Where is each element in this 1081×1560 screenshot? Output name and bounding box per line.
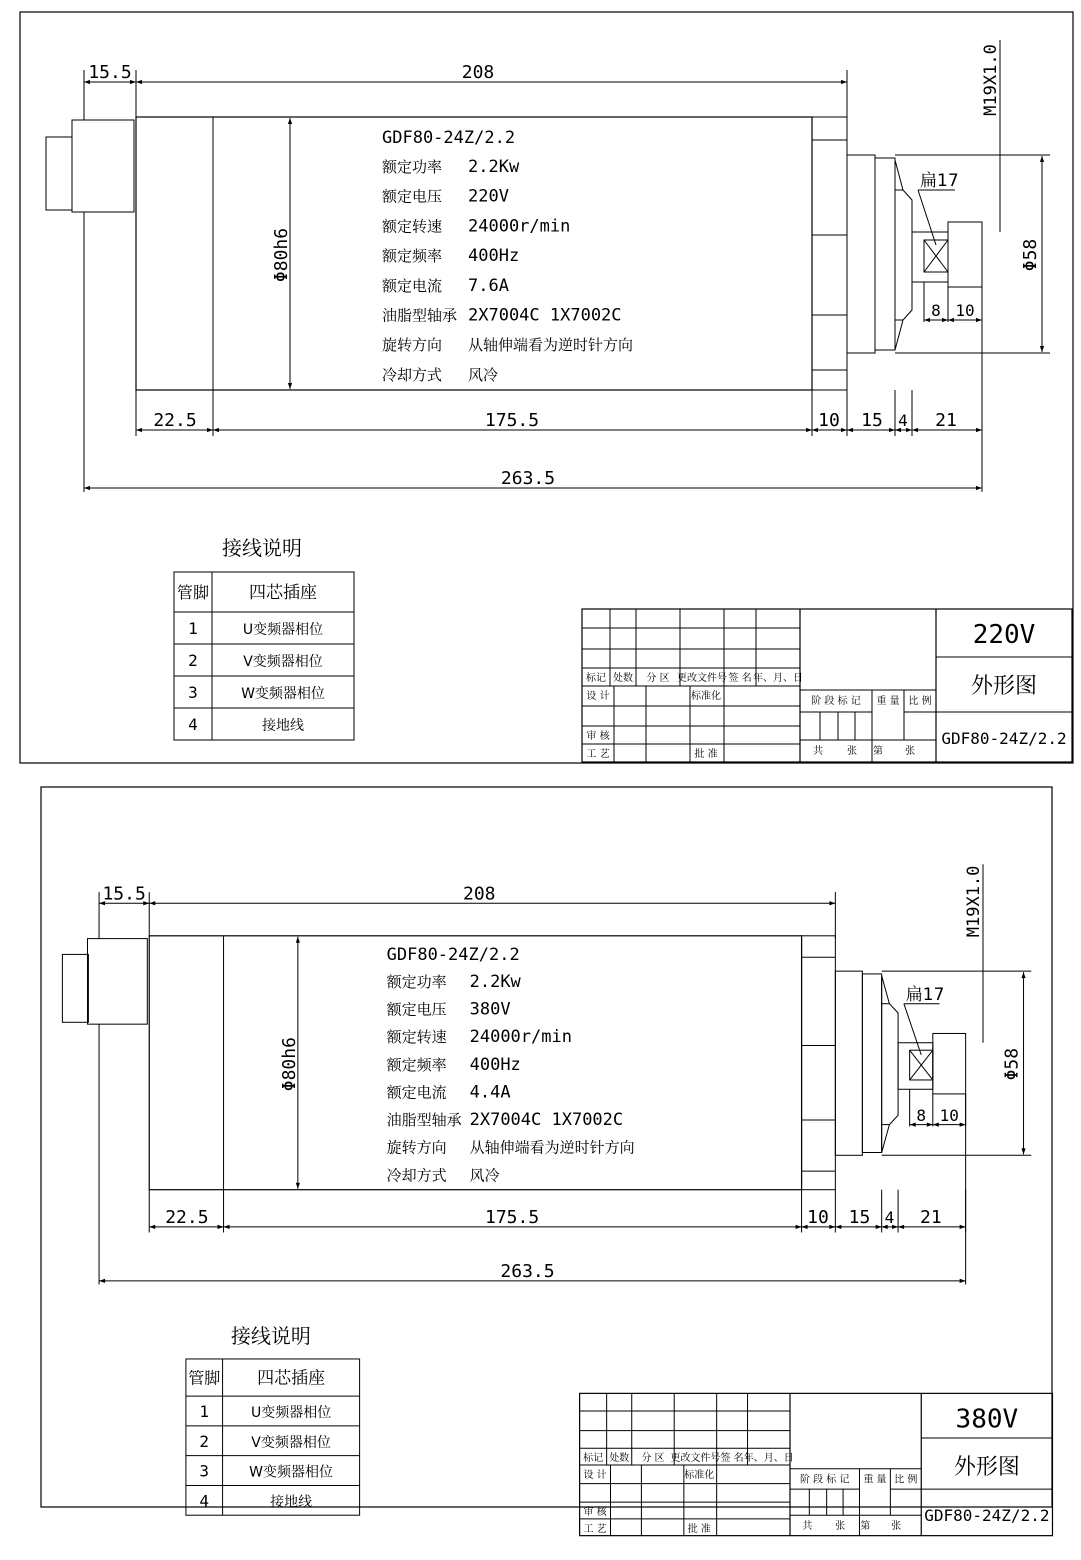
shaft-thread: [933, 1033, 966, 1093]
dim-label-10: 10: [818, 410, 840, 431]
voltage-title: 380V: [955, 1404, 1019, 1435]
dim-label-flat: 扁17: [905, 984, 945, 1005]
spec-label: 额定电流: [386, 1083, 447, 1102]
title-sheets-word: 张: [835, 1521, 846, 1533]
title-page-word: 第: [860, 1521, 871, 1533]
spec-label: 额定转速: [386, 1028, 447, 1047]
dim-label-4: 4: [898, 411, 908, 430]
wiring-pin: 1: [199, 1402, 210, 1422]
spec-label: 旋转方向: [386, 1138, 447, 1157]
wiring-desc: W变频器相位: [241, 686, 325, 702]
wiring-title: 接线说明: [230, 1324, 311, 1349]
dim-label-8: 8: [931, 301, 941, 320]
rear-connector-cap: [46, 137, 72, 210]
dim-label-10: 10: [807, 1207, 829, 1229]
wiring-pin: 2: [199, 1431, 210, 1451]
drawing-code: GDF80-24Z/2.2: [924, 1506, 1050, 1526]
spec-value: 2X7004C 1X7002C: [469, 1110, 624, 1131]
dim-label-21: 21: [920, 1207, 942, 1229]
wiring-pin: 3: [199, 1461, 210, 1481]
spec-label: 额定电流: [382, 276, 443, 295]
title-col-label: 标记: [586, 673, 606, 684]
title-standard: 标准化: [691, 691, 721, 702]
flange-step: [862, 974, 881, 1153]
wiring-table: [186, 1324, 360, 1515]
spec-label: 额定功率: [382, 158, 443, 176]
title-process: 工 艺: [586, 749, 610, 760]
spec-label: 额定功率: [386, 972, 447, 991]
wiring-pin: 1: [188, 619, 198, 638]
spec-value: 从轴伸端看为逆时针方向: [468, 336, 634, 355]
title-sheets-word: 张: [847, 746, 857, 757]
front-cap: [802, 936, 836, 1190]
dim-label-diameter-58: Φ58: [1020, 238, 1041, 272]
wiring-desc: 接地线: [262, 718, 304, 734]
title-review: 审 核: [586, 731, 610, 742]
dim-label-15-5: 15.5: [88, 62, 132, 83]
dim-label-10-shaft: 10: [955, 301, 975, 320]
title-weight: 重 量: [863, 1474, 887, 1486]
title-design: 设 计: [583, 1469, 607, 1481]
spec-label: 油脂型轴承: [386, 1111, 462, 1130]
dim-label-diameter-58: Φ58: [1001, 1047, 1023, 1081]
wiring-pin: 3: [188, 683, 198, 702]
dim-label-diameter-80: Φ80h6: [278, 1037, 300, 1092]
voltage-title: 220V: [972, 620, 1036, 650]
spec-value: 风冷: [468, 365, 499, 384]
wiring-header-socket: 四芯插座: [257, 1368, 326, 1389]
drawing-sheet-1: [20, 12, 1073, 763]
wiring-pin: 2: [188, 651, 198, 670]
drawing-name: 外形图: [970, 674, 1038, 699]
title-col-label: 更改文件号: [670, 1453, 721, 1465]
front-cap: [812, 117, 847, 390]
spec-value: 7.6A: [468, 275, 509, 296]
spindle-taper: [882, 976, 898, 1153]
flange: [847, 155, 875, 353]
title-col-label: 分 区: [646, 673, 670, 684]
title-stage: 阶 段 标 记: [799, 1474, 850, 1486]
dim-label-263-5: 263.5: [500, 468, 556, 489]
dim-label-diameter-80: Φ80h6: [271, 227, 292, 283]
wiring-desc: U变频器相位: [242, 622, 324, 638]
wiring-title: 接线说明: [222, 536, 302, 560]
drawing-code: GDF80-24Z/2.2: [941, 729, 1067, 748]
title-weight: 重 量: [876, 696, 900, 707]
dim-label-15: 15: [861, 410, 883, 431]
dim-label-208: 208: [463, 883, 496, 905]
dim-label-flat: 扁17: [920, 171, 959, 191]
title-process: 工 艺: [583, 1523, 607, 1535]
title-total: 共: [802, 1521, 813, 1533]
spec-label: 冷却方式: [382, 365, 443, 384]
spec-label: 额定转速: [382, 217, 443, 236]
spec-label: 旋转方向: [382, 336, 443, 355]
flange-step: [875, 158, 895, 350]
rear-connector-cap: [62, 954, 88, 1022]
wiring-desc: V变频器相位: [243, 654, 323, 670]
dim-label-15-5: 15.5: [102, 883, 146, 905]
title-col-label: 标记: [583, 1453, 604, 1465]
wiring-pin: 4: [199, 1491, 210, 1511]
spec-value: 24000r/min: [469, 1027, 572, 1048]
spec-label: 冷却方式: [386, 1166, 447, 1185]
title-scale: 比 例: [908, 696, 932, 707]
spec-label: 额定频率: [386, 1055, 447, 1074]
drawing-name: 外形图: [953, 1455, 1020, 1481]
rear-connector-sleeve: [87, 939, 147, 1025]
spec-model: GDF80-24Z/2.2: [382, 128, 516, 148]
spec-label: 油脂型轴承: [382, 306, 458, 325]
dim-label-22-5: 22.5: [153, 410, 197, 431]
title-col-label: 分 区: [641, 1453, 665, 1465]
title-approve: 批 准: [687, 1523, 711, 1535]
title-col-label: 签 名: [728, 673, 752, 684]
dim-label-175-5: 175.5: [484, 410, 540, 431]
spec-plate: [387, 945, 635, 1184]
title-stage: 阶 段 标 记: [811, 696, 861, 707]
spec-value: 24000r/min: [468, 216, 571, 237]
title-total: 共: [813, 746, 823, 757]
spindle-taper: [895, 160, 912, 350]
wiring-desc: W变频器相位: [249, 1464, 334, 1481]
dim-label-15: 15: [848, 1207, 871, 1229]
title-design: 设 计: [586, 691, 610, 702]
spec-value: 220V: [468, 186, 509, 207]
shaft-thread: [948, 222, 982, 287]
spec-value: 400Hz: [469, 1054, 521, 1075]
spec-value: 380V: [469, 999, 511, 1020]
dim-label-4: 4: [884, 1208, 895, 1228]
spec-value: 风冷: [469, 1166, 500, 1185]
title-sheets-word: 张: [905, 746, 915, 757]
spec-label: 额定电压: [386, 1000, 447, 1019]
wiring-header-pin: 管脚: [176, 583, 210, 602]
spec-value: 2X7004C 1X7002C: [468, 305, 622, 326]
title-review: 审 核: [583, 1507, 607, 1519]
title-col-label: 更改文件号: [677, 673, 727, 684]
wiring-header-socket: 四芯插座: [249, 583, 317, 603]
title-standard: 标准化: [684, 1469, 715, 1481]
dim-label-21: 21: [935, 410, 957, 431]
dim-label-8: 8: [916, 1105, 927, 1125]
title-sheets-word: 张: [891, 1521, 902, 1533]
spec-value: 4.4A: [469, 1082, 511, 1103]
dim-label-22-5: 22.5: [165, 1207, 209, 1229]
dim-label-thread: M19X1.0: [964, 865, 985, 938]
title-block: [580, 1393, 1053, 1535]
rear-connector-sleeve: [72, 120, 134, 212]
wiring-desc: 接地线: [270, 1494, 313, 1511]
spec-value: 2.2Kw: [468, 157, 520, 177]
flat-leader: [918, 190, 936, 245]
spec-value: 从轴伸端看为逆时针方向: [469, 1138, 635, 1157]
title-block: [582, 609, 1072, 762]
dim-label-thread: M19X1.0: [981, 44, 1001, 116]
sheet-frame: [20, 12, 1073, 763]
flange: [835, 971, 862, 1155]
wiring-table: [174, 536, 354, 740]
dim-label-208: 208: [461, 62, 495, 83]
spec-value: 2.2Kw: [469, 971, 521, 992]
wiring-pin: 4: [188, 715, 198, 734]
title-col-label: 签 名: [720, 1453, 744, 1465]
spec-label: 额定电压: [382, 187, 443, 206]
dim-label-263-5: 263.5: [500, 1261, 555, 1283]
title-col-label: 处数: [609, 1453, 630, 1465]
spec-label: 额定频率: [382, 247, 443, 266]
title-col-label: 年、月、日: [753, 673, 803, 684]
title-page-word: 第: [873, 746, 883, 757]
dim-label-10-shaft: 10: [939, 1105, 959, 1125]
spec-plate: [382, 128, 633, 384]
wiring-desc: V变频器相位: [251, 1434, 331, 1451]
title-approve: 批 准: [694, 749, 718, 760]
flat-leader: [904, 1004, 921, 1055]
title-col-label: 年、月、日: [743, 1453, 794, 1465]
dimensions: [84, 40, 1050, 492]
title-scale: 比 例: [894, 1474, 918, 1486]
title-col-label: 处数: [613, 673, 633, 684]
drawing-sheet-2: [41, 787, 1052, 1536]
wiring-header-pin: 管脚: [188, 1368, 221, 1388]
dim-label-175-5: 175.5: [484, 1207, 540, 1229]
dimensions: [99, 864, 1031, 1284]
wiring-desc: U变频器相位: [250, 1405, 332, 1422]
spec-model: GDF80-24Z/2.2: [386, 944, 520, 965]
spec-value: 400Hz: [468, 246, 520, 267]
